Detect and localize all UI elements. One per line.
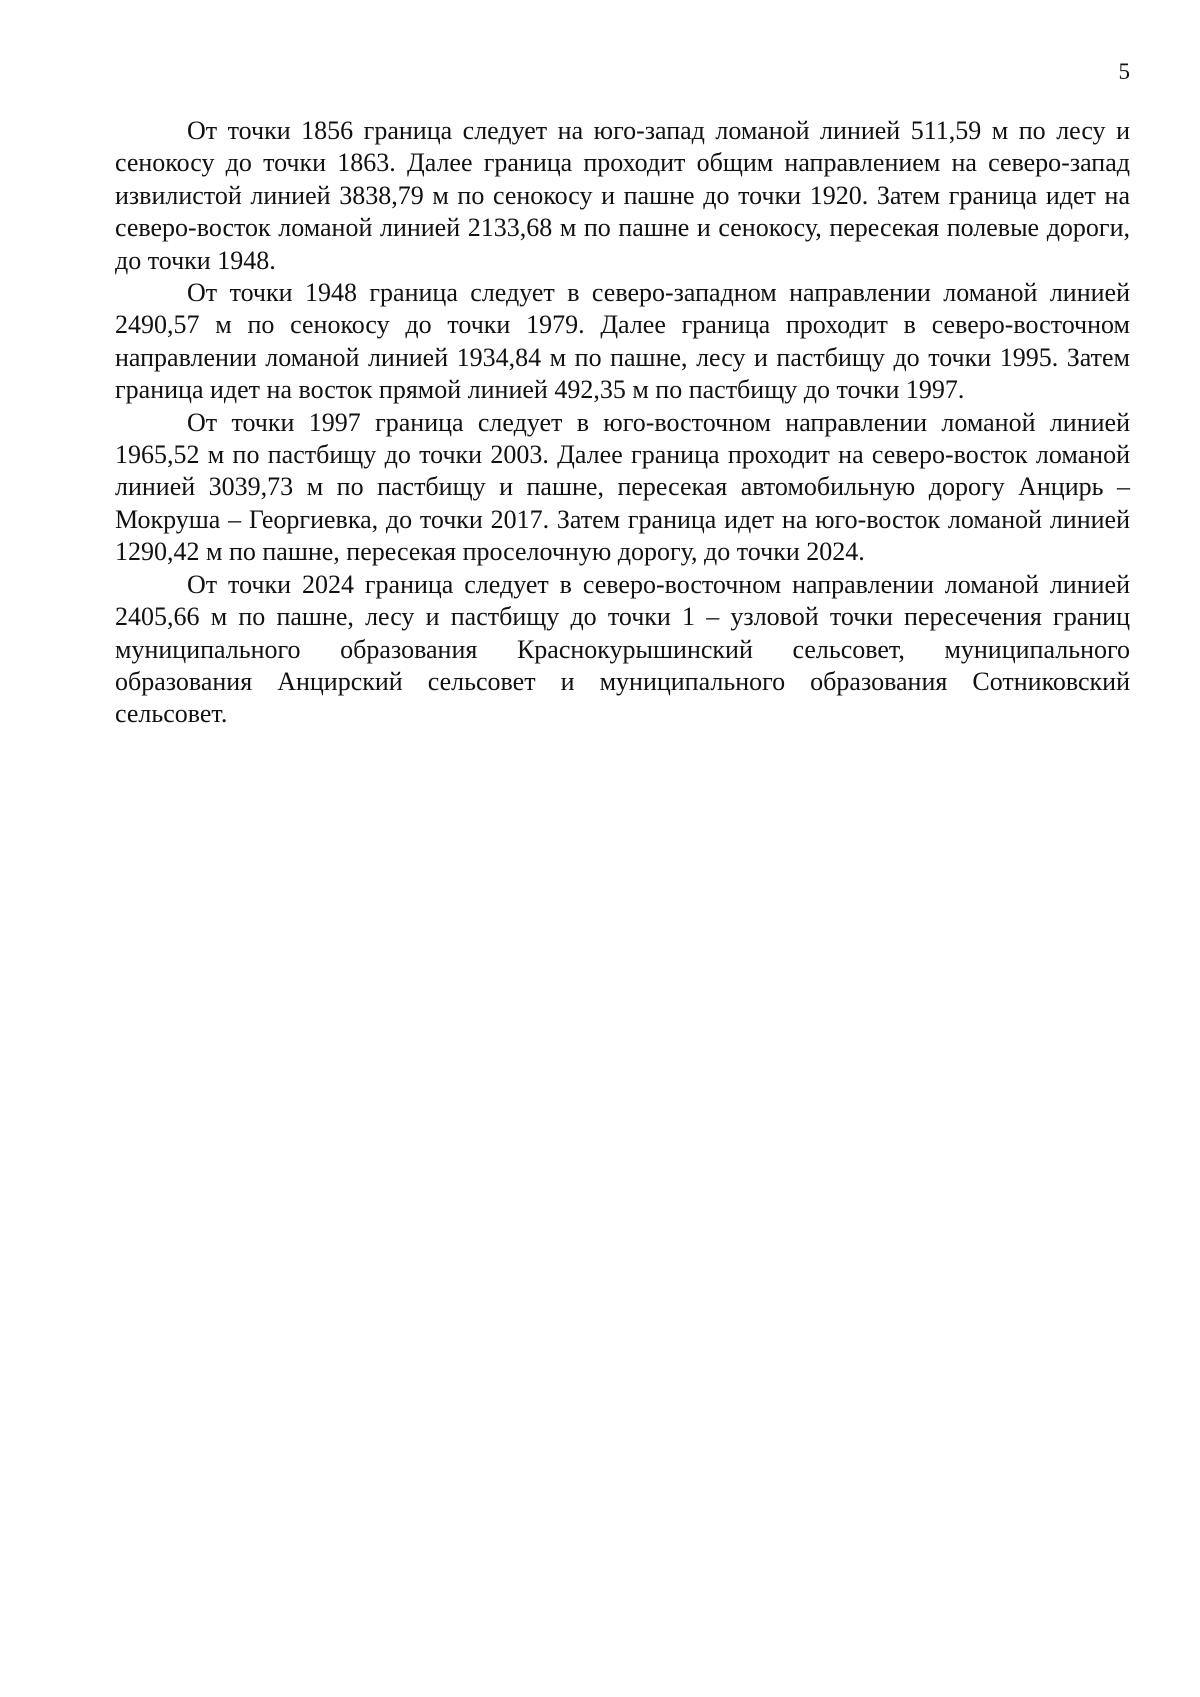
paragraph-2: От точки 1948 граница следует в северо-западном направлении ломаной линией 2490,57 м по сенокосу до точки 1979. Далее граница проходит в северо-восточном направлении ломаной линией 1934,84 м по пашне, лесу и пастбищу до точки 1995. Затем граница идет на восток прямой линией 492,35 м по пастбищу до точки 1997. xyxy=(115,278,1130,405)
paragraph-1: От точки 1856 граница следует на юго-запад ломаной линией 511,59 м по лесу и сенокосу до точки 1863. Далее граница проходит общим направлением на северо-запад извилистой линией 3838,79 м по сенокосу и пашне до точки 1920. Затем граница идет на северо-восток ломаной линией 2133,68 м по пашне и сенокосу, пересекая полевые дороги, до точки 1948. xyxy=(115,116,1130,275)
document-body xyxy=(115,115,1130,731)
paragraph-3: От точки 1997 граница следует в юго-восточном направлении ломаной линией 1965,52 м по пастбищу до точки 2003. Далее граница проходит на северо-восток ломаной линией 3039,73 м по пастбищу и пашне, пересекая автомобильную дорогу Анцирь – Мокруша – Георгиевка, до точки 2017. Затем граница идет на юго-восток ломаной линией 1290,42 м по пашне, пересекая проселочную дорогу, до точки 2024. xyxy=(115,407,1130,567)
page-number: 5 xyxy=(1118,59,1130,84)
paragraph-4: От точки 2024 граница следует в северо-восточном направлении ломаной линией 2405,66 м по пашне, лесу и пастбищу до точки 1 – узловой точки пересечения границ муниципального образования Краснокурышинский сельсовет, муниципального образования Анцирский сельсовет и муниципального образования Сотниковский сельсовет. xyxy=(115,569,1130,729)
